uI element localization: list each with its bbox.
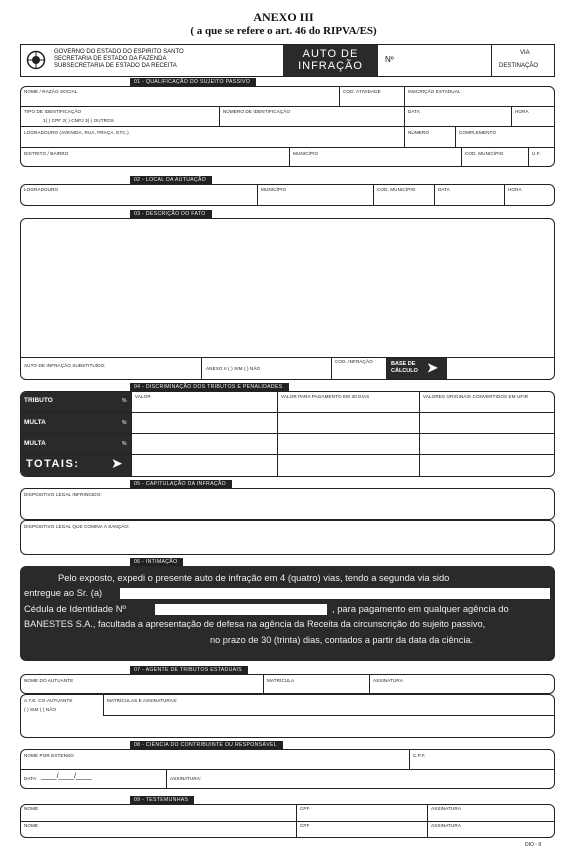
section-02-title: 02 - LOCAL DA AUTUAÇÃO <box>130 176 212 184</box>
field-hora[interactable]: HORA <box>515 109 529 114</box>
section-05-title: 05 - CAPITULAÇÃO DA INFRAÇÃO <box>130 480 232 488</box>
col-valor: VALOR <box>135 394 151 399</box>
section-02-box <box>20 184 555 206</box>
field-inscricao[interactable]: INSCRIÇÃO ESTADUAL <box>408 89 461 94</box>
annex-title: ANEXO III <box>253 10 314 24</box>
section-07-box-1 <box>20 674 555 694</box>
totais-label: TOTAIS: <box>26 458 80 470</box>
field-cod-municipio[interactable]: COD. MUNICÍPIO <box>465 151 504 156</box>
row-multa-2: MULTA <box>24 440 46 447</box>
footer-code: DIO - II <box>525 842 542 848</box>
gov-line-2: SECRETARIA DE ESTADO DA FAZENDA <box>54 56 167 62</box>
base-calculo-arrow-icon: ➤ <box>427 360 438 375</box>
field-cpf-contribuinte[interactable]: C.P.F. <box>413 753 426 758</box>
section-05-box-1 <box>20 488 555 520</box>
header-box <box>20 44 555 77</box>
pct-1: % <box>122 398 127 404</box>
field-numero[interactable]: NÚMERO <box>408 130 430 135</box>
field-auto-substituido[interactable]: AUTO DE INFRAÇÃO SUBSTITUÍDO: <box>24 363 106 368</box>
field-assinatura-contribuinte[interactable]: ASSINATURA: <box>170 776 202 781</box>
field-data[interactable]: DATA <box>408 109 420 114</box>
annex-reference: ( a que se refere o art. 46 do RIPVA/ES) <box>190 25 377 37</box>
auto-infracao-title: AUTO DE INFRAÇÃO <box>283 45 378 76</box>
intimacao-p3b: , para pagamento em qualquer agência do <box>332 603 509 614</box>
gov-line-1: GOVERNO DO ESTADO DO ESPIRITO SANTO <box>54 49 184 55</box>
field-matricula[interactable]: MATRÍCULA <box>267 678 295 683</box>
field-uf[interactable]: U.F. <box>532 151 541 156</box>
field-matriculas-assinaturas[interactable]: MATRÍCULAS E ASSINATURAS: <box>107 698 178 703</box>
witness-2-nome[interactable]: NOME <box>24 823 39 828</box>
gov-line-3: SUBSECRETARIA DE ESTADO DA RECEITA <box>54 63 177 69</box>
field-distrito[interactable]: DISTRITO / BAIRRO <box>24 151 69 156</box>
section-09-title: 09 - TESTEMUNHAS <box>130 796 194 804</box>
local-municipio[interactable]: MUNICÍPIO <box>261 187 287 192</box>
intimacao-p1: Pelo exposto, expedi o presente auto de infração em 4 (quatro) vias, tendo a segunda via sido <box>58 572 450 583</box>
fact-description-area[interactable] <box>25 223 550 355</box>
intimacao-p3a: Cédula de Identidade Nº <box>24 603 126 614</box>
field-nome[interactable]: NOME / RAZÃO SOCIAL <box>24 89 78 94</box>
col-valores-ufir: VALORES ORIGINAIS CONVERTIDOS EM UFIR <box>423 394 529 399</box>
section-01-box <box>20 86 555 167</box>
field-co-autuante: A.T.E. CO-AUTUANTE <box>24 698 73 703</box>
section-03-title: 03 - DESCRIÇÃO DO FATO <box>130 210 212 218</box>
intimacao-p5: no prazo de 30 (trinta) dias, contados a partir da data da ciência. <box>210 635 474 645</box>
witness-1-assinatura[interactable]: ASSINATURA <box>431 806 462 811</box>
field-nome-autuante[interactable]: NOME DO AUTUANTE <box>24 678 74 683</box>
field-numero-id[interactable]: NÚMERO DE IDENTIFICAÇÃO <box>223 109 291 114</box>
witness-1-nome[interactable]: NOME <box>24 806 39 811</box>
auto-number-label: Nº <box>385 55 394 64</box>
section-07-box-2 <box>20 694 555 738</box>
pct-3: % <box>122 441 127 447</box>
base-calculo-label: BASE DE CÁLCULO ➤ <box>387 358 447 379</box>
intimacao-id-field[interactable] <box>155 604 327 615</box>
section-05-box-2 <box>20 520 555 555</box>
row-tributo: TRIBUTO <box>24 397 53 404</box>
field-data-ciencia: DATA: <box>24 776 38 781</box>
via-value: DESTINAÇÃO <box>499 63 539 69</box>
section-08-box <box>20 749 555 789</box>
field-nome-extenso[interactable]: NOME POR EXTENSO <box>24 753 74 758</box>
section-09-box <box>20 804 555 838</box>
totais-arrow-icon: ➤ <box>111 455 123 471</box>
field-tipo-id: TIPO DE IDENTIFICAÇÃO <box>24 109 82 114</box>
local-data[interactable]: DATA <box>438 187 450 192</box>
intimacao-p2: entregue ao Sr. (a) <box>24 587 103 598</box>
section-06-title: 06 - INTIMAÇÃO <box>130 558 183 566</box>
witness-1-cpf[interactable]: CPF <box>300 806 310 811</box>
section-08-title: 08 - CIÊNCIA DO CONTRIBUINTE OU RESPONSÁVEL <box>130 741 283 749</box>
witness-2-cpf[interactable]: CPF <box>300 823 310 828</box>
section-01-title: 01 - QUALIFICAÇÃO DO SUJEITO PASSIVO <box>130 78 256 86</box>
anexo-options[interactable]: ANEXO II ( ) SIM ( ) NÃO <box>206 366 261 371</box>
field-cod-atividade[interactable]: COD. ATIVIDADE <box>343 89 381 94</box>
local-cod-municipio[interactable]: COD. MUNICÍPIO <box>377 187 416 192</box>
witness-2-assinatura[interactable]: ASSINATURA <box>431 823 462 828</box>
local-logradouro[interactable]: LOGRADOURO <box>24 187 59 192</box>
field-assinatura-autuante[interactable]: ASSINATURA <box>373 678 404 683</box>
data-ciencia-blank[interactable]: ____/____/____ <box>41 773 92 780</box>
intimacao-box <box>20 566 555 661</box>
section-07-title: 07 - AGENTE DE TRIBUTOS ESTADUAIS <box>130 666 248 674</box>
section-03-box <box>20 218 555 380</box>
field-dispositivo-infringido[interactable]: DISPOSITIVO LEGAL INFRINGIDO: <box>24 492 102 497</box>
state-seal-icon <box>26 49 46 71</box>
via-label: VIA <box>520 50 530 56</box>
field-cod-infracao[interactable]: COD. INFRAÇÃO <box>335 359 373 364</box>
field-dispositivo-sancao[interactable]: DISPOSITIVO LEGAL QUE COMINA A SANÇÃO: <box>24 524 130 529</box>
tipo-id-options[interactable]: 1( ) CPF 2( ) CNPJ 3( ) OUTROS <box>43 118 114 123</box>
local-hora[interactable]: HORA <box>508 187 522 192</box>
section-04-box <box>20 391 555 477</box>
row-multa-1: MULTA <box>24 419 46 426</box>
intimacao-name-field[interactable] <box>120 588 550 599</box>
section-04-title: 04 - DISCRIMINAÇÃO DOS TRIBUTOS E PENALIDADES <box>130 383 289 391</box>
field-complemento[interactable]: COMPLEMENTO <box>459 130 497 135</box>
pct-2: % <box>122 420 127 426</box>
intimacao-p4: BANESTES S.A., facultada a apresentação de defesa na agência da Receita da circunscrição do sujeito passivo, <box>24 619 486 629</box>
field-logradouro[interactable]: LOGRADOURO (AVENIDA, RUA, PRAÇA, ETC.) <box>24 130 129 135</box>
co-autuante-options[interactable]: ( ) SIM ( ) NÃO <box>24 707 57 712</box>
col-valor-30: VALOR PARA PAGAMENTO EM 30 DIAS <box>281 394 370 399</box>
field-municipio[interactable]: MUNICÍPIO <box>293 151 319 156</box>
